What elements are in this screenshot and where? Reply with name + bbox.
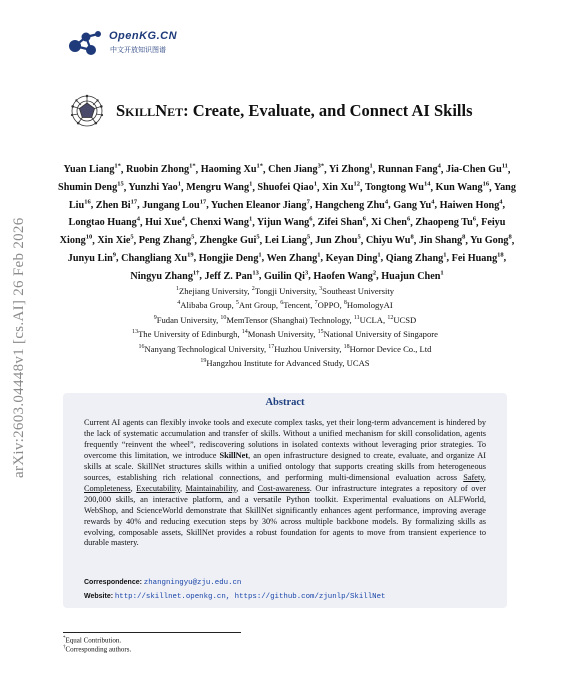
author-name: Junyu Lin [67, 252, 113, 264]
author [313, 271, 376, 282]
author [128, 182, 181, 193]
author-name: Jia-Chen Gu [445, 164, 502, 176]
affiliation-number: 11 [353, 314, 360, 321]
author-affiliation-mark: 4 [499, 198, 503, 206]
author [267, 253, 321, 264]
author-name: Chiyu Wu [365, 235, 411, 247]
author [322, 182, 360, 193]
correspondence-email[interactable]: zhangningyu@zju.edu.cn [143, 579, 242, 587]
dimension-safety: Safety [463, 472, 484, 482]
author-affiliation-mark: 19 [187, 251, 194, 259]
author-affiliation-mark: 1† [192, 269, 200, 277]
author-name: Qiang Zhang [385, 252, 444, 264]
affiliation-name: Hornor Device Co., Ltd [349, 343, 432, 354]
author-name: Xin Xie [97, 235, 131, 247]
author [199, 235, 259, 246]
author-name: Hangcheng Zhu [314, 199, 385, 211]
author-name: Shumin Deng [58, 182, 118, 194]
author-affiliation-mark: 6 [309, 216, 313, 224]
author [199, 253, 262, 264]
author-name: Yijun Wang [256, 217, 310, 229]
author [126, 164, 196, 175]
author-name: Zhen Bi [95, 199, 131, 211]
author [69, 217, 140, 228]
author-name: Tongtong Wu [364, 182, 424, 194]
author-affiliation-mark: 1* [189, 163, 196, 170]
logo-name: OpenKG.CN [109, 30, 178, 42]
author-affiliation-mark: 1 [248, 216, 253, 224]
website-label: Website: [84, 593, 114, 600]
author [452, 253, 504, 264]
affiliation-name: Hangzhou Institute for Advanced Study, UCAS [206, 358, 370, 369]
affiliation-name: Southeast University [322, 285, 395, 296]
footnote-corr-mark: † [63, 645, 66, 650]
affiliation-name: Huzhou University [274, 343, 340, 354]
affiliation-line: $^1$Zhejiang University, $^2$Tongji University, $^3$Southeast University [175, 285, 395, 296]
author [366, 235, 414, 246]
openkg-logo-icon [66, 28, 104, 58]
author [64, 164, 121, 175]
author-name: Jungang Lou [142, 199, 200, 211]
author-affiliation-mark: 4 [431, 198, 435, 206]
correspondence-line [84, 577, 241, 587]
author-affiliation-mark: 2 [372, 269, 377, 277]
author-name: Peng Zhang [138, 235, 192, 247]
author-name: Haofen Wang [313, 270, 373, 282]
affiliation-number: 10 [220, 314, 227, 321]
author [419, 235, 466, 246]
author-affiliation-mark: 15 [117, 180, 124, 188]
author [381, 271, 443, 282]
footnote-corresponding [63, 643, 131, 654]
correspondence-label: Correspondence: [84, 579, 142, 586]
author-affiliation-mark: 1 [249, 180, 253, 188]
affiliation-name: OPPO [317, 300, 340, 311]
author-affiliation-mark: 9 [112, 251, 117, 259]
author-name: Wen Zhang [266, 252, 318, 264]
author [145, 217, 185, 228]
footnote-equal-mark: * [63, 636, 66, 641]
author [58, 182, 124, 193]
affiliation-name: Alibaba Group [180, 300, 232, 311]
logo-subtitle: 中文开放知识图谱 [110, 46, 166, 54]
author [446, 164, 508, 175]
affiliation-number: 3 [319, 286, 323, 292]
author-affiliation-mark: 1 [317, 251, 321, 259]
affiliation-number: 9 [153, 314, 157, 321]
affiliation-name: The University of Edinburgh [138, 329, 238, 340]
affiliation-line: $^9$Fudan University, $^{10}$MemTensor (Shanghai) Technology, $^{11}$UCLA, $^{12}$UCSD [153, 314, 417, 325]
author-affiliation-mark: 1 [313, 180, 317, 188]
abstract-part-2: , an open infrastructure designed to create, evaluate, and organize AI skills at scale. SkillNet structures skills within a unified ontology that supports creating skills from heterogeneous sources, establishing rich relational connections, and performing multi-dimensional evaluation across [84, 450, 486, 482]
author-name: Yu Gong [470, 235, 509, 247]
author [329, 164, 373, 175]
affiliation-number: 6 [280, 300, 284, 307]
author-name: Longtao Huang [68, 217, 137, 229]
author-name: Ruobin Zhong [126, 164, 190, 176]
author-name: Ningyu Zhang [130, 270, 193, 282]
author-name: Jun Zhou [315, 235, 358, 247]
author-name: Lei Liang [264, 235, 307, 247]
author [315, 200, 388, 211]
affiliation-name: Fudan University [156, 314, 217, 325]
author-affiliation-mark: 5 [191, 233, 195, 241]
title-row [68, 94, 518, 128]
abstract-box [63, 393, 507, 608]
author-name: Chenxi Wang [189, 217, 249, 229]
affiliation-number: 12 [387, 314, 394, 321]
affiliation-name: Zhejiang University [178, 285, 248, 296]
author-affiliation-mark: 11 [501, 163, 508, 170]
author-affiliation-mark: 8 [462, 233, 466, 241]
affiliation-line: $^{13}$The University of Edinburgh, $^{14}$Monash University, $^{15}$National University of Singapore [132, 329, 438, 340]
footnote-equal-text: Equal Contribution. [65, 636, 122, 645]
author [264, 271, 308, 282]
website-link-skillnet[interactable]: http://skillnet.openkg.cn [114, 593, 226, 601]
skillnet-logo-icon [68, 94, 106, 128]
author [201, 164, 263, 175]
website-link-github[interactable]: https://github.com/zjunlp/SkillNet [234, 593, 386, 601]
dimension-executability: Executability [136, 483, 180, 493]
author [315, 235, 360, 246]
author-name: Changliang Xu [121, 252, 188, 264]
author-affiliation-mark: 4 [136, 216, 140, 224]
author-affiliation-mark: 1 [440, 269, 444, 277]
author-name: Yunzhi Yao [128, 182, 178, 194]
abstract-heading: Abstract [265, 397, 305, 408]
affiliation-number: 2 [251, 286, 255, 292]
author-affiliation-mark: 16 [482, 180, 490, 188]
affiliation-number: 4 [177, 300, 181, 307]
paper-title [116, 101, 473, 121]
author-name: Chen Jiang [268, 164, 318, 176]
affiliation-number: 15 [317, 329, 324, 336]
affiliation-number: 18 [343, 343, 350, 350]
author-name: Yuan Liang [63, 164, 115, 176]
author-name: Zifei Shan [317, 217, 363, 229]
author [211, 200, 310, 211]
affiliation-name: National University of Singapore [323, 329, 438, 340]
author-affiliation-mark: 1 [369, 163, 373, 170]
author-affiliation-mark: 6 [472, 216, 477, 224]
affiliation-number: 5 [235, 300, 239, 307]
dimension-cost-awareness: Cost-awareness [257, 483, 310, 493]
author-name: Zhengke Gui [199, 235, 257, 247]
author [257, 217, 313, 228]
author-affiliation-mark: 1 [377, 251, 381, 259]
author [440, 200, 503, 211]
author-name: Hongjie Deng [198, 252, 259, 264]
author [415, 217, 476, 228]
title-rest: : Create, Evaluate, and Connect AI Skills [183, 101, 473, 120]
website-separator: , [225, 593, 235, 601]
abstract-text: Current AI agents can flexibly invoke tools and execute complex tasks, yet their long-term advancement is hindered by the lack of systematic accumulation and transfer of skills. Without a unified mechanism for skill consolidation, agents frequently “reinvent the wheel”, rediscovering solutions in isolated contexts without leveraging prior strategies. To overcome this limitation, we introduce SkillNet, an open infrastructure designed to create, evaluate, and organize AI skills at scale. SkillNet structures skills within a unified ontology that supports creating skills from heterogeneous sources, establishing rich relational connections, and performing multi-dimensional evaluation across Safety, Completeness, Executability, Maintainability, and Cost-awareness. Our infrastructure integrates a repository of over 200,000 skills, an interactive platform, and a versatile Python toolkit. Experimental evaluations on ALFWorld, WebShop, and ScienceWorld demonstrate that SkillNet significantly enhances agent performance, improving average rewards by 40% and reducing execution steps by 30% across multiple backbone models. By formalizing skills as evolving, composable assets, SkillNet provides a robust foundation for agents to move from transient experience to durable mastery. [84, 418, 486, 548]
author-name: Zhaopeng Tu [415, 217, 473, 229]
affiliation-list [80, 283, 490, 370]
author [318, 217, 366, 228]
affiliation-number: 13 [132, 329, 139, 336]
author-name: Xi Chen [370, 217, 407, 229]
author-affiliation-mark: 1* [256, 163, 264, 170]
author-name: Yang Liu [68, 182, 516, 211]
author-name: Haiwen Hong [439, 199, 500, 211]
author [386, 253, 447, 264]
title-skillnet: SkillNet [116, 101, 184, 120]
author [393, 200, 434, 211]
author-affiliation-mark: 4 [384, 198, 389, 206]
abstract-part-1: Current AI agents can flexibly invoke tools and execute complex tasks, yet their long-term advancement is hindered by the lack of systematic accumulation and transfer of skills. Without a unified mechanism for skill consolidation, agents frequently “reinvent the wheel”, rediscovering solutions in isolated contexts without leveraging prior strategies. To overcome this limitation, we introduce [84, 418, 486, 460]
author-affiliation-mark: 18 [497, 251, 504, 259]
affiliation-name: Nanyang Technological University [144, 343, 264, 354]
affiliation-number: 14 [241, 329, 248, 336]
author-name: Yi Zhong [328, 164, 370, 176]
author [265, 235, 310, 246]
affiliation-number: 7 [314, 300, 318, 307]
arxiv-identifier[interactable]: arXiv:2603.04448v1 [cs.AI] 26 Feb 2026 [11, 217, 27, 478]
author-affiliation-mark: 1 [443, 251, 447, 259]
author-affiliation-mark: 3* [317, 163, 325, 170]
author-affiliation-mark: 7 [306, 198, 310, 206]
author-affiliation-mark: 5 [130, 233, 134, 241]
affiliation-name: UCSD [393, 314, 417, 325]
author [436, 182, 490, 193]
affiliation-name: Tongji University [254, 285, 315, 296]
footnote-corr-text: Corresponding authors. [65, 645, 132, 654]
author-affiliation-mark: 4 [437, 163, 441, 170]
author [190, 217, 252, 228]
author-name: Kun Wang [435, 182, 483, 194]
footnote-rule [63, 632, 241, 633]
affiliation-number: 1 [175, 286, 179, 292]
author-affiliation-mark: 1* [114, 163, 121, 170]
author-name: Jin Shang [418, 235, 463, 247]
affiliation-name: Ant Group [238, 300, 276, 311]
author [371, 217, 410, 228]
author-name: Guilin Qi [263, 270, 305, 282]
author-affiliation-mark: 5 [256, 233, 260, 241]
author-affiliation-mark: 17 [130, 198, 138, 206]
author-name: Keyan Ding [325, 252, 378, 264]
affiliation-name: UCLA [359, 314, 384, 325]
website-line [84, 591, 385, 601]
author-affiliation-mark: 8 [410, 233, 414, 241]
author-name: Fei Huang [451, 252, 498, 264]
author [186, 182, 252, 193]
author-affiliation-mark: 8 [508, 233, 512, 241]
author [365, 182, 431, 193]
author-name: Yuchen Eleanor Jiang [210, 199, 307, 211]
affiliation-line: $^{16}$Nanyang Technological University, $^{17}$Huzhou University, $^{18}$Hornor Device Co., Ltd [138, 343, 432, 354]
author-name: Xin Xu [322, 182, 354, 194]
dimension-maintainability: Maintainability [185, 483, 237, 493]
affiliation-number: 17 [268, 343, 275, 350]
affiliation-name: Tencent [283, 300, 311, 311]
affiliation-line: $^4$Alibaba Group, $^5$Ant Group, $^6$Tencent, $^7$OPPO, $^8$HomologyAI [177, 300, 393, 311]
author-affiliation-mark: 4 [181, 216, 185, 224]
author [130, 271, 199, 282]
dimension-completeness: Completeness [84, 483, 131, 493]
author-name: Hui Xue [145, 217, 182, 229]
affiliation-name: HomologyAI [346, 300, 393, 311]
author-affiliation-mark: 16 [84, 198, 91, 206]
author-affiliation-mark: 3 [305, 269, 309, 277]
affiliation-name: Monash University [247, 329, 314, 340]
author-affiliation-mark: 12 [353, 180, 361, 188]
author [378, 164, 441, 175]
author [121, 253, 193, 264]
affiliation-number: 16 [138, 343, 145, 350]
author [268, 164, 324, 175]
author [68, 253, 116, 264]
author-name: Huajun Chen [381, 270, 441, 282]
author-affiliation-mark: 6 [406, 216, 411, 224]
author-affiliation-mark: 5 [306, 233, 311, 241]
author-name: Gang Yu [393, 199, 432, 211]
author-name: Jeff Z. Pan [204, 270, 253, 282]
author-name: Mengru Wang [186, 182, 250, 194]
author-affiliation-mark: 5 [357, 233, 361, 241]
author [326, 253, 381, 264]
affiliation-name: MemTensor (Shanghai) Technology [226, 314, 350, 325]
affiliation-line [80, 355, 490, 369]
affiliation-number: 19 [200, 358, 207, 365]
author [142, 200, 206, 211]
author-affiliation-mark: 13 [252, 269, 259, 277]
affiliation-number: 8 [343, 300, 347, 307]
author-affiliation-mark: 6 [362, 216, 366, 224]
author-affiliation-mark: 10 [85, 233, 93, 241]
abstract-skillnet: SkillNet [219, 450, 249, 460]
author [205, 271, 259, 282]
author-name: Feiyu Xiong [59, 217, 506, 247]
author [139, 235, 195, 246]
author [257, 182, 317, 193]
author-affiliation-mark: 14 [423, 180, 431, 188]
author-affiliation-mark: 1 [177, 180, 182, 188]
author-name: Shuofei Qiao [257, 182, 314, 194]
author-name: Haoming Xu [200, 164, 257, 176]
author-name: Runnan Fang [377, 164, 438, 176]
author-affiliation-mark: 17 [199, 198, 207, 206]
abstract-part-3: . Our infrastructure integrates a repository of over 200,000 skills, an interactive platform, and a versatile Python toolkit. Experimental evaluations on ALFWorld, WebShop, and ScienceWorld demonstrate that SkillNet significantly enhances agent performance, improving average rewards by 40% and reducing execution steps by 30% across multiple backbone models. By formalizing skills as evolving, composable assets, SkillNet provides a robust foundation for agents to move from transient experience to durable mastery. [84, 483, 486, 548]
openkg-logo [66, 28, 206, 58]
author [470, 235, 512, 246]
author-list: Yuan Liang$^{1*}$, Ruobin Zhong$^{1*}$, Haoming $Xu^{1*}$, Chen Jiang$^{3*}$, Yi Zhong$^1$, Runnan Fang$^4$, Jia-Chen Gu$^{11}$, Shumin Deng$^{15}$, Yunzhi Yao$^1$, Mengru Wang$^1$, Shuofei Qiao$^1$, Xin Xu$^{12}$, Tongtong Wu$^{14}$, Kun Wang$^{16}$, Yang Liu$^{16}$, Zhen Bi$^{17}$, Jungang Lou$^{17}$, Yuchen Eleanor Jiang$^7$, Hangcheng Zhu$^4$, Gang Yu$^4$, Haiwen Hong$^4$, Longtao Huang$^4$, Hui Xue$^4$, Chenxi Wang$^1$, Yijun Wang$^6$, Zifei Shan$^6$, Xi Chen$^6$, Zhaopeng Tu$^6$, Feiyu Xiong$^{10}$, Xin Xie$^5$, Peng Zhang$^5$, Zhengke Gui$^5$, Lei Liang$^5$, Jun Zhou$^5$, Chiyu Wu$^8$, Jin Shang$^8$, Yu Gong$^8$, Junyu Lin$^9$, Changliang Xu$^{19}$, Hongjie Deng$^1$, Wen Zhang$^1$, Keyan Ding$^1$, Qiang Zhang$^1$, Fei Huang$^{18}$, Ningyu Zhang$^{1\dagger}$, Jeff Z. Pan$^{13}$, Guilin Qi$^3$, Haofen Wang$^2$, Huajun Chen$^1$ [58, 163, 516, 282]
author [97, 235, 133, 246]
author-affiliation-mark: 1 [258, 251, 262, 259]
author [96, 200, 137, 211]
